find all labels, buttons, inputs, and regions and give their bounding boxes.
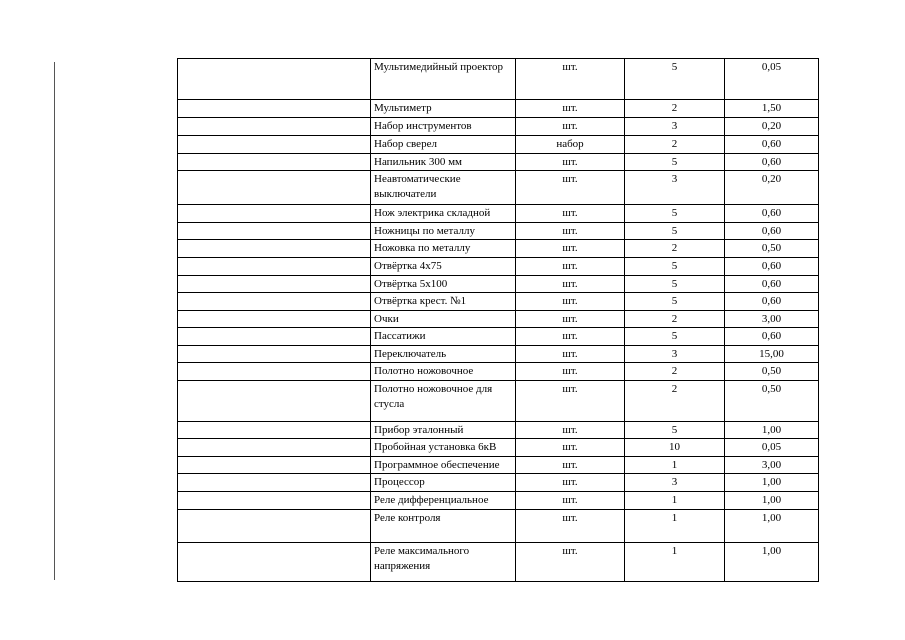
price-cell: 0,20 [725,171,819,205]
quantity-cell: 2 [625,363,725,381]
item-name-cell: Напильник 300 мм [371,154,516,171]
empty-cell [178,293,371,311]
quantity-cell: 5 [625,328,725,346]
item-name-cell: Пробойная установка 6кВ [371,439,516,457]
unit-cell: шт. [516,510,625,543]
empty-cell [178,100,371,118]
unit-cell: шт. [516,59,625,100]
quantity-cell: 2 [625,381,725,422]
quantity-cell: 5 [625,276,725,293]
price-cell: 1,00 [725,474,819,492]
unit-cell: шт. [516,474,625,492]
quantity-cell: 1 [625,510,725,543]
unit-cell: шт. [516,457,625,474]
quantity-cell: 5 [625,258,725,276]
table-row [178,136,819,154]
quantity-cell: 3 [625,118,725,136]
table-row [178,100,819,118]
quantity-cell: 5 [625,223,725,240]
table-row [178,328,819,346]
empty-cell [178,136,371,154]
unit-cell: шт. [516,276,625,293]
price-cell: 0,50 [725,381,819,422]
item-name-cell: Прибор эталонный [371,422,516,439]
price-cell: 1,00 [725,492,819,510]
empty-cell [178,543,371,582]
item-name-cell: Неавтоматические выключатели [371,171,516,205]
unit-cell: шт. [516,311,625,328]
item-name-cell: Мультиметр [371,100,516,118]
price-cell: 0,60 [725,205,819,223]
price-cell: 3,00 [725,457,819,474]
quantity-cell: 1 [625,457,725,474]
empty-cell [178,510,371,543]
quantity-cell: 2 [625,136,725,154]
price-cell: 0,60 [725,293,819,311]
unit-cell: шт. [516,223,625,240]
table-row [178,492,819,510]
price-cell: 0,60 [725,136,819,154]
table-row [178,205,819,223]
unit-cell: шт. [516,240,625,258]
price-cell: 0,60 [725,223,819,240]
item-name-cell: Полотно ножовочное [371,363,516,381]
empty-cell [178,457,371,474]
table-row [178,510,819,543]
price-cell: 0,60 [725,258,819,276]
item-name-cell: Нож электрика складной [371,205,516,223]
price-cell: 1,00 [725,510,819,543]
price-cell: 0,05 [725,59,819,100]
quantity-cell: 2 [625,240,725,258]
price-cell: 0,60 [725,276,819,293]
table-row [178,276,819,293]
empty-cell [178,171,371,205]
empty-cell [178,311,371,328]
table-row [178,311,819,328]
unit-cell: шт. [516,422,625,439]
empty-cell [178,240,371,258]
empty-cell [178,154,371,171]
price-cell: 1,00 [725,422,819,439]
table-row [178,457,819,474]
unit-cell: шт. [516,171,625,205]
quantity-cell: 1 [625,543,725,582]
equipment-table [177,58,819,582]
empty-cell [178,258,371,276]
empty-cell [178,59,371,100]
table-row [178,543,819,582]
price-cell: 0,50 [725,363,819,381]
table-row [178,381,819,422]
empty-cell [178,328,371,346]
table-row [178,118,819,136]
empty-cell [178,363,371,381]
item-name-cell: Отвёртка 4х75 [371,258,516,276]
table-row [178,59,819,100]
table-row [178,223,819,240]
table-row [178,439,819,457]
unit-cell: набор [516,136,625,154]
table-row [178,363,819,381]
unit-cell: шт. [516,258,625,276]
table-row [178,171,819,205]
price-cell: 0,20 [725,118,819,136]
left-margin-rule [54,62,55,580]
price-cell: 1,50 [725,100,819,118]
quantity-cell: 2 [625,311,725,328]
item-name-cell: Реле максимального напряжения [371,543,516,582]
price-cell: 15,00 [725,346,819,363]
quantity-cell: 2 [625,100,725,118]
table-row [178,346,819,363]
empty-cell [178,492,371,510]
item-name-cell: Полотно ножовочное для стусла [371,381,516,422]
table-row [178,474,819,492]
item-name-cell: Набор инструментов [371,118,516,136]
table-row [178,154,819,171]
quantity-cell: 5 [625,205,725,223]
price-cell: 0,60 [725,154,819,171]
quantity-cell: 1 [625,492,725,510]
empty-cell [178,205,371,223]
quantity-cell: 3 [625,171,725,205]
unit-cell: шт. [516,328,625,346]
unit-cell: шт. [516,293,625,311]
price-cell: 1,00 [725,543,819,582]
price-cell: 0,60 [725,328,819,346]
quantity-cell: 5 [625,293,725,311]
item-name-cell: Очки [371,311,516,328]
item-name-cell: Мультимедийный проектор [371,59,516,100]
item-name-cell: Процессор [371,474,516,492]
quantity-cell: 5 [625,154,725,171]
unit-cell: шт. [516,492,625,510]
empty-cell [178,276,371,293]
item-name-cell: Отвёртка 5х100 [371,276,516,293]
table-row [178,240,819,258]
table-row [178,258,819,276]
quantity-cell: 5 [625,422,725,439]
price-cell: 0,05 [725,439,819,457]
unit-cell: шт. [516,381,625,422]
item-name-cell: Пассатижи [371,328,516,346]
item-name-cell: Набор сверел [371,136,516,154]
price-cell: 3,00 [725,311,819,328]
unit-cell: шт. [516,363,625,381]
empty-cell [178,474,371,492]
empty-cell [178,439,371,457]
unit-cell: шт. [516,439,625,457]
item-name-cell: Реле контроля [371,510,516,543]
empty-cell [178,422,371,439]
empty-cell [178,381,371,422]
table-row [178,422,819,439]
quantity-cell: 3 [625,474,725,492]
item-name-cell: Ножовка по металлу [371,240,516,258]
table-row [178,293,819,311]
item-name-cell: Ножницы по металлу [371,223,516,240]
empty-cell [178,118,371,136]
quantity-cell: 3 [625,346,725,363]
empty-cell [178,223,371,240]
unit-cell: шт. [516,346,625,363]
item-name-cell: Реле дифференциальное [371,492,516,510]
quantity-cell: 10 [625,439,725,457]
item-name-cell: Отвёртка крест. №1 [371,293,516,311]
price-cell: 0,50 [725,240,819,258]
unit-cell: шт. [516,100,625,118]
quantity-cell: 5 [625,59,725,100]
unit-cell: шт. [516,118,625,136]
unit-cell: шт. [516,154,625,171]
empty-cell [178,346,371,363]
item-name-cell: Программное обеспечение [371,457,516,474]
unit-cell: шт. [516,543,625,582]
item-name-cell: Переключатель [371,346,516,363]
unit-cell: шт. [516,205,625,223]
